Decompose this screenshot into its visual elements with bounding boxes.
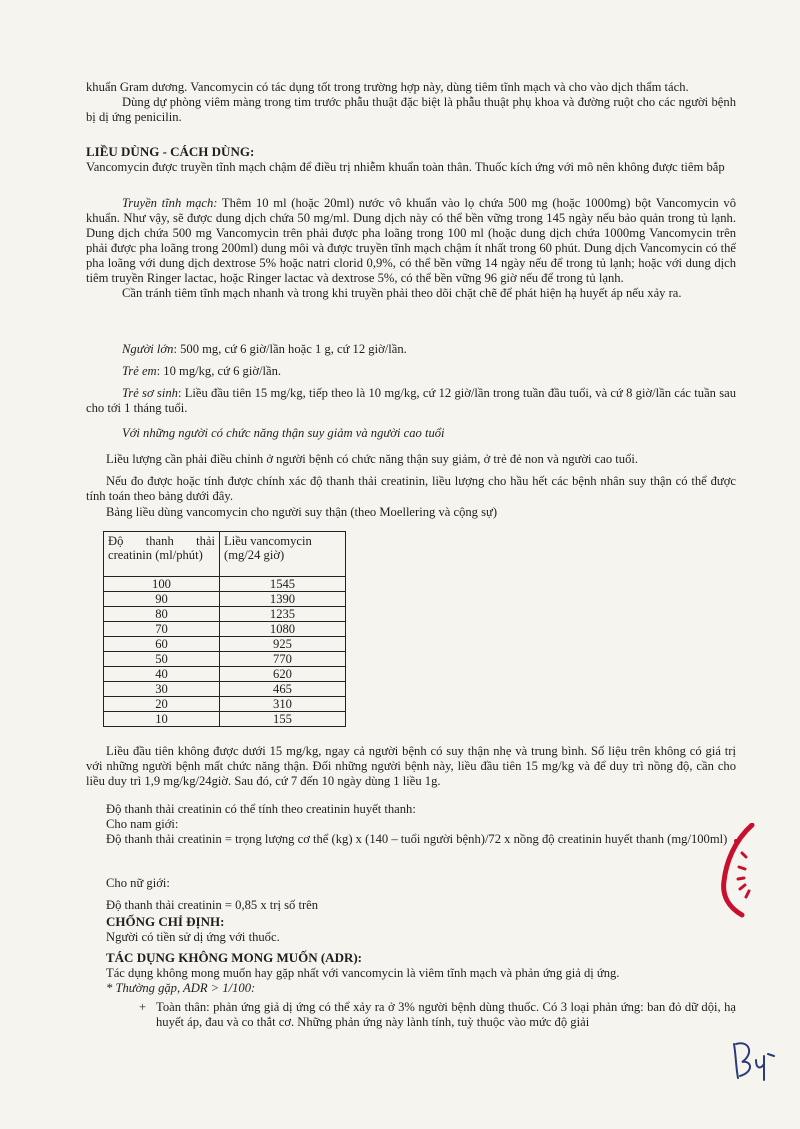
table-header-row (104, 532, 346, 577)
cell-dose: 310 (220, 697, 346, 712)
section-contraindication (86, 914, 736, 945)
cell-clearance: 50 (104, 652, 220, 667)
cell-clearance: 30 (104, 682, 220, 697)
renal-dose-table (103, 531, 346, 727)
table-row (104, 622, 346, 637)
adr-common-label: * Thường gặp, ADR > 1/100: (106, 981, 256, 995)
formula-male: Độ thanh thải creatinin = trọng lượng cơ thể (kg) x (140 – tuổi người bệnh)/72 x nồng độ creatinin huyết thanh (mg/100ml) (106, 832, 728, 846)
newborn-text: : Liều đầu tiên 15 mg/kg, tiếp theo là 10 mg/kg, cứ 12 giờ/lần trong tuần đầu tuổi, và cứ 8 giờ/lần các tuần sau cho tới 1 tháng tuổi. (86, 386, 736, 415)
heading-dosage: LIỀU DÙNG - CÁCH DÙNG: (86, 144, 255, 159)
cell-clearance: 80 (104, 607, 220, 622)
cell-dose: 925 (220, 637, 346, 652)
paragraph-systemic-reaction: Toàn thân: phản ứng giả dị ứng có thể xảy ra ở 3% người bệnh dùng thuốc. Có 3 loại phản ứng: ban đỏ dữ dội, hạ huyết áp, đau và co thắt cơ. Những phản ứng này lành tính, tuỳ thuộc vào mức độ giải (156, 1000, 736, 1029)
formula-female: Độ thanh thải creatinin = 0,85 x trị số trên (106, 898, 319, 912)
table-row (104, 607, 346, 622)
paragraph-gram-positive: khuẩn Gram dương. Vancomycin có tác dụng tốt trong trường hợp này, dùng tiêm tĩnh mạch và cho vào dịch thẩm tách. (86, 80, 689, 94)
table-row (104, 667, 346, 682)
cell-dose: 1390 (220, 592, 346, 607)
heading-adr: TÁC DỤNG KHÔNG MONG MUỐN (ADR): (106, 950, 363, 965)
paragraph-prophylaxis: Dùng dự phòng viêm màng trong tim trước phẫu thuật đặc biệt là phẫu thuật phụ khoa và đường ruột cho các người bệnh bị dị ứng penicilin. (86, 95, 736, 124)
adult-label: Người lớn (122, 342, 174, 356)
paragraph-first-dose: Liều đầu tiên không được dưới 15 mg/kg, ngay cả người bệnh có suy thận nhẹ và trung bình. Số liệu trên không có giá trị với những người bệnh mất chức năng thận. Đối những người bệnh này, liều đầu tiên 15 mg/kg và để duy trì nồng độ, cần cho liều duy trì 1,9 mg/kg/24giờ. Sau đó, cứ 7 đến 10 ngày dùng 1 liều 1g. (86, 744, 736, 788)
cell-clearance: 70 (104, 622, 220, 637)
cell-dose: 465 (220, 682, 346, 697)
cell-clearance: 60 (104, 637, 220, 652)
table-row (104, 637, 346, 652)
cell-clearance: 40 (104, 667, 220, 682)
bullet-plus: + (139, 1000, 147, 1014)
paragraph-adr: Tác dụng không mong muốn hay gặp nhất với vancomycin là viêm tĩnh mạch và phản ứng giả dị ứng. (106, 966, 620, 980)
text-block-top (86, 80, 736, 125)
section-dosage (86, 144, 736, 175)
dose-child (86, 364, 736, 379)
paragraph-adjust: Liều lượng cần phải điều chỉnh ở người bệnh có chức năng thận suy giảm, ở trẻ đẻ non và người cao tuổi. (106, 452, 639, 466)
table-row (104, 697, 346, 712)
table-row (104, 712, 346, 727)
cell-clearance: 100 (104, 577, 220, 592)
adult-text: : 500 mg, cứ 6 giờ/lần hoặc 1 g, cứ 12 giờ/lần. (173, 342, 407, 356)
label-female: Cho nữ giới: (106, 876, 170, 890)
cell-dose: 1080 (220, 622, 346, 637)
cell-dose: 1545 (220, 577, 346, 592)
table-row (104, 682, 346, 697)
cell-clearance: 10 (104, 712, 220, 727)
table-row (104, 577, 346, 592)
child-text: : 10 mg/kg, cứ 6 giờ/lần. (156, 364, 282, 378)
heading-renal: Với những người có chức năng thận suy giảm và người cao tuổi (122, 426, 445, 440)
table-row (104, 592, 346, 607)
child-label: Trẻ em (122, 364, 157, 378)
paragraph-avoid-fast-injection: Cần tránh tiêm tĩnh mạch nhanh và trong khi truyền phải theo dõi chặt chẽ để phát hiện hạ huyết áp nếu xảy ra. (122, 286, 682, 300)
signature-mark (728, 1036, 778, 1082)
newborn-label: Trẻ sơ sinh (122, 386, 178, 400)
cell-clearance: 20 (104, 697, 220, 712)
label-male: Cho nam giới: (106, 817, 179, 831)
cell-dose: 155 (220, 712, 346, 727)
section-adr (86, 950, 736, 996)
paragraph-slow-infusion: Vancomycin được truyền tĩnh mạch chậm để điều trị nhiễm khuẩn toàn thân. Thuốc kích ứng với mô nên không được tiêm bắp (86, 160, 725, 174)
table-caption: Bảng liều dùng vancomycin cho người suy thận (theo Moellering và cộng sự) (106, 505, 498, 519)
dose-adult (86, 342, 736, 357)
cell-dose: 1235 (220, 607, 346, 622)
cell-dose: 620 (220, 667, 346, 682)
paragraph-iv (86, 196, 736, 286)
red-stamp-fragment (712, 823, 762, 918)
table-header-clearance: Độ thanh thải creatinin (ml/phút) (104, 532, 220, 577)
heading-contraindication: CHỐNG CHỈ ĐỊNH: (106, 914, 225, 929)
cell-dose: 770 (220, 652, 346, 667)
cell-clearance: 90 (104, 592, 220, 607)
table-header-dose: Liều vancomycin (mg/24 giờ) (220, 532, 346, 577)
iv-label: Truyền tĩnh mạch: (122, 196, 218, 210)
paragraph-measure: Nếu đo được hoặc tính được chính xác độ thanh thải creatinin, liều lượng cho hầu hết các bệnh nhân suy thận có thể được tính toán theo bảng dưới đây. (86, 474, 736, 503)
table-row (104, 652, 346, 667)
paragraph-contraindication: Người có tiền sử dị ứng với thuốc. (106, 930, 280, 944)
section-renal (86, 426, 736, 441)
paragraph-calc: Độ thanh thải creatinin có thể tính theo creatinin huyết thanh: (106, 802, 416, 816)
iv-text: Thêm 10 ml (hoặc 20ml) nước vô khuẩn vào lọ chứa 500 mg (hoặc 1000mg) bột Vancomycin vô khuẩn. Như vậy, sẽ được dung dịch chứa 50 mg/ml. Dung dịch này có thể bền vững trong 145 ngày nếu bảo quản trong tủ lạnh. Dung dịch chứa 500 mg Vancomycin trên phải được pha loãng trong 100 ml (hoặc dung dịch chứa 1000mg Vancomycin trên phải được pha loãng trong 200ml) dung môi và được truyền tĩnh mạch chậm ít nhất trong 60 phút. Dung dịch Vancomycin có thể pha loãng với dung dịch dextrose 5% hoặc natri clorid 0,9%, có thể bền vững 14 ngày nếu để trong tủ lạnh; hoặc với dung dịch tiêm truyền Ringer lactac, hoặc Ringer lactac và dextrose 5%, có thể bền vững 96 giờ nếu để trong tủ lạnh. (86, 196, 736, 285)
dose-newborn (86, 386, 736, 416)
section-iv (86, 196, 736, 301)
